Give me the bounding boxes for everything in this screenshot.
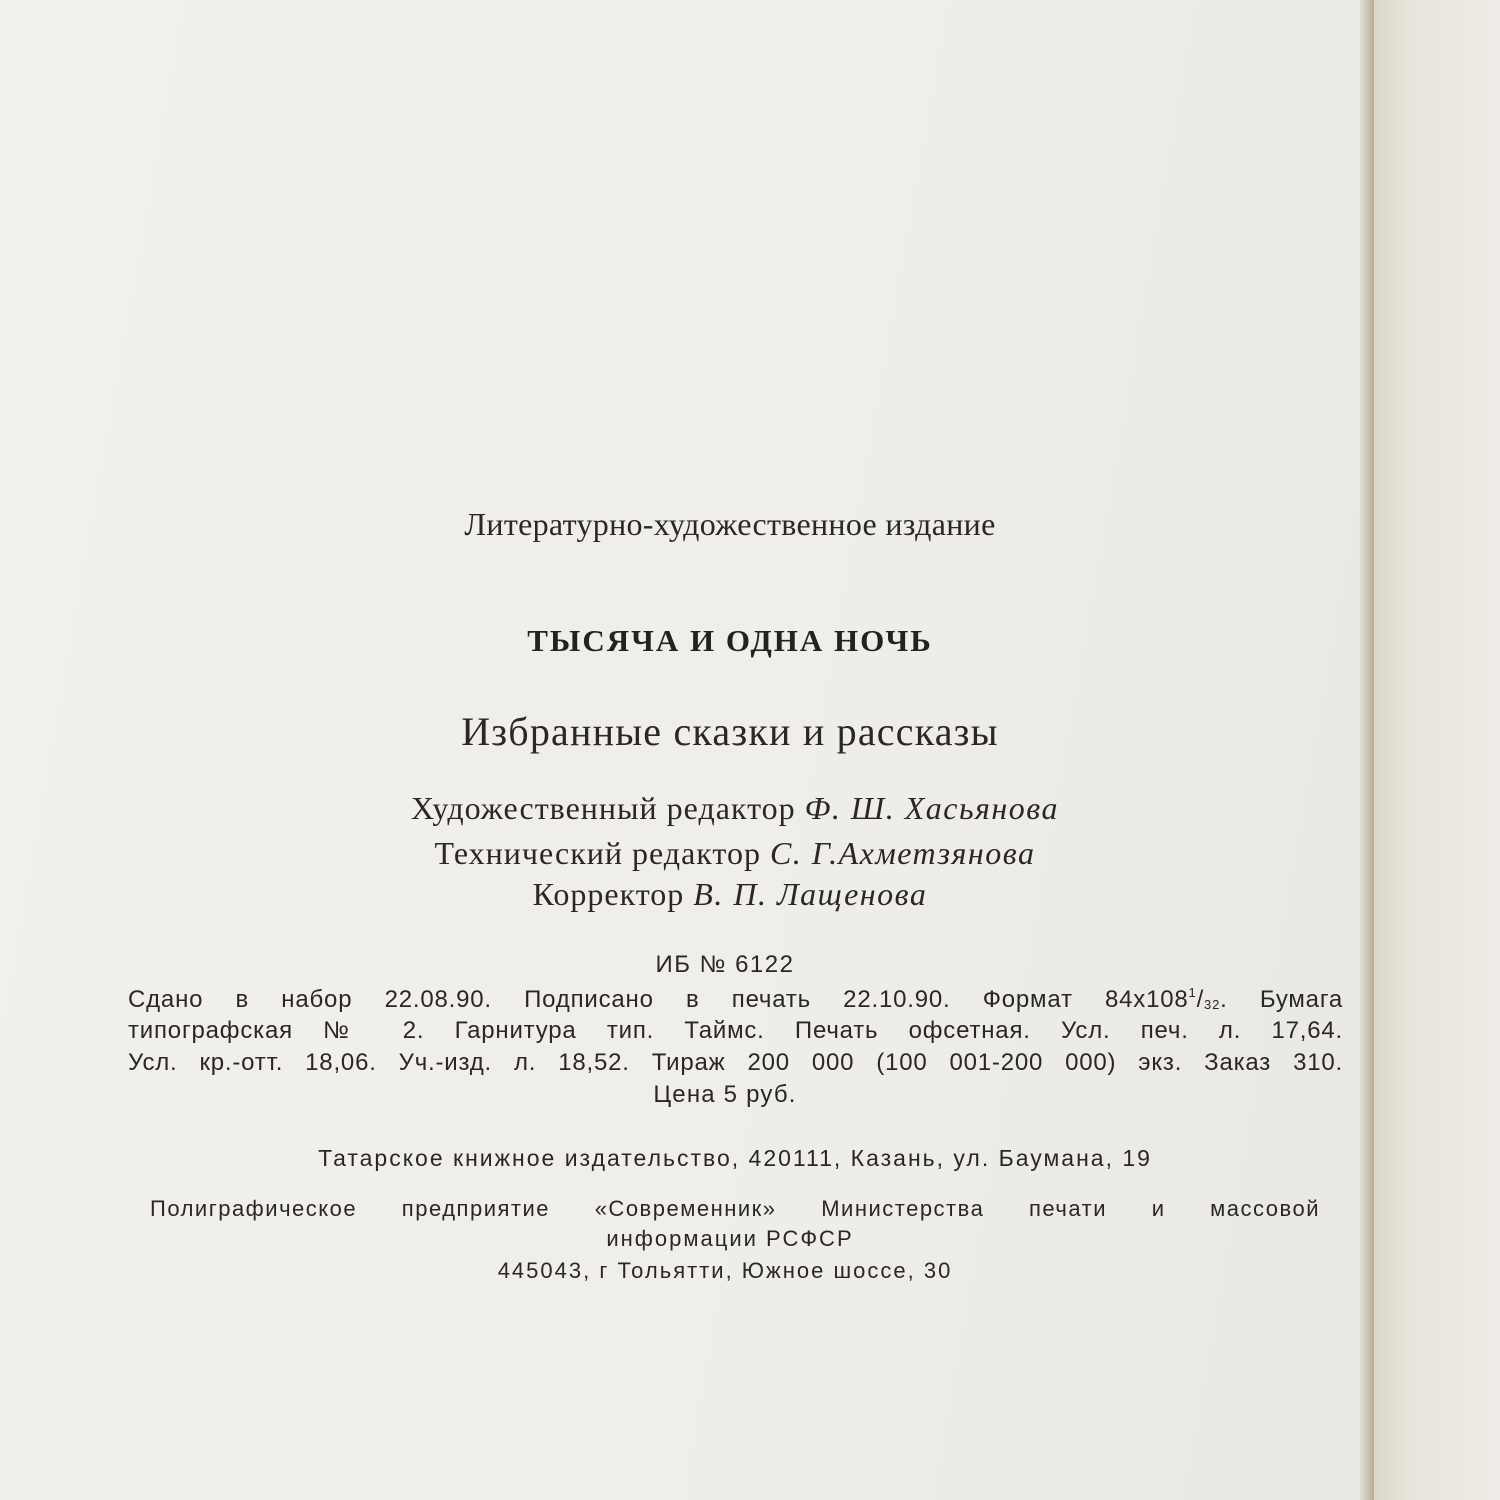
credit-tech-editor — [0, 837, 1470, 869]
credit-name: С. Г.Ахметзянова — [769, 835, 1036, 871]
book-title: ТЫСЯЧА И ОДНА НОЧЬ — [527, 623, 933, 658]
tech-line-1-tail: . Бумага — [1220, 986, 1343, 1013]
tech-details-line-2: типографская № 2. Гарнитура тип. Таймс. Печать офсетная. Усл. печ. л. 17,64. — [128, 1017, 1343, 1044]
publisher-address: Татарское книжное издательство, 420111, Казань, ул. Баумана, 19 — [318, 1145, 1152, 1171]
book-subtitle: Избранные сказки и рассказы — [461, 709, 999, 754]
ib-number: ИБ № 6122 — [655, 951, 795, 978]
credit-name: Ф. Ш. Хасьянова — [804, 790, 1059, 826]
tech-details-line-1: Сдано в набор 22.08.90. Подписано в печать 22.10.90. Формат $84х108^1/_{32}$. Бумага — [128, 985, 1343, 1013]
credit-proofreader — [0, 878, 1460, 910]
edition-type: Литературно-художественное издание — [464, 506, 996, 542]
credit-role: Художественный редактор — [411, 790, 796, 826]
credit-name: В. П. Лащенова — [693, 876, 928, 912]
format-fraction-denominator: 32 — [1204, 997, 1221, 1012]
credit-role: Технический редактор — [434, 835, 761, 871]
credit-role: Корректор — [532, 876, 685, 912]
printer-line-1: Полиграфическое предприятие «Современник» Министерства печати и массовой — [150, 1196, 1320, 1221]
printer-line-2: информации РСФСР — [606, 1226, 854, 1251]
tech-details-line-3: Усл. кр.-отт. 18,06. Уч.-изд. л. 18,52. Тираж 200 000 (100 001-200 000) экз. Заказ 310. — [128, 1049, 1343, 1076]
credit-art-editor — [0, 792, 1470, 824]
printer-address: 445043, г Тольятти, Южное шоссе, 30 — [497, 1258, 953, 1283]
format-fraction-numerator: 1 — [1188, 985, 1197, 1000]
tech-line-1-text: Сдано в набор 22.08.90. Подписано в печать 22.10.90. Формат 84х108 — [128, 986, 1189, 1013]
price: Цена 5 руб. — [653, 1081, 797, 1108]
